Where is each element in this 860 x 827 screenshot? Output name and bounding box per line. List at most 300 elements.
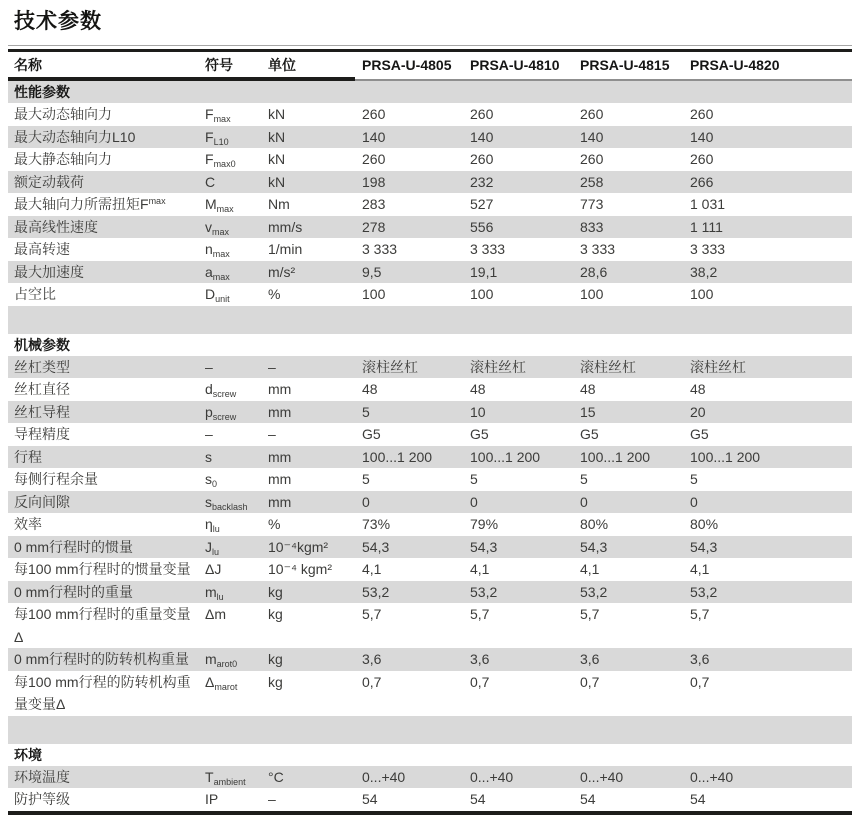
param-value-cell xyxy=(470,671,580,694)
param-symbol-cell xyxy=(205,671,268,694)
param-unit-text: kN xyxy=(268,106,286,122)
param-symbol-cell xyxy=(205,261,268,284)
param-label-text: 丝杠直径 xyxy=(14,381,70,397)
table-row xyxy=(8,536,852,559)
param-value-text: 0...+40 xyxy=(362,768,406,785)
param-unit-cell xyxy=(268,171,362,194)
param-label-cell xyxy=(8,766,205,789)
param-label-text: 0 mm行程时的惯量 xyxy=(14,538,133,555)
param-unit-cell xyxy=(268,378,362,401)
param-value-text: 3,6 xyxy=(690,651,710,667)
param-value-cell xyxy=(690,491,852,514)
param-value-text: 9,5 xyxy=(362,263,382,280)
column-header-model-1 xyxy=(362,52,470,79)
param-value-text: 260 xyxy=(580,151,604,167)
param-unit-cell xyxy=(268,356,362,379)
param-value-cell xyxy=(470,423,580,446)
param-label-cell xyxy=(8,171,205,194)
param-unit-text: kg xyxy=(268,673,283,690)
table-row xyxy=(8,216,852,239)
table-row xyxy=(8,148,852,171)
param-label-text: 环境温度 xyxy=(14,768,70,785)
param-value-cell xyxy=(470,171,580,194)
param-value-cell xyxy=(580,356,690,379)
param-unit-text: mm xyxy=(268,448,292,465)
param-value-text: 54,3 xyxy=(690,538,718,555)
param-label-cell xyxy=(8,193,205,216)
table-row xyxy=(8,513,852,536)
param-value-cell xyxy=(580,103,690,126)
param-value-text: 20 xyxy=(690,403,706,420)
param-label-cell xyxy=(8,468,205,491)
param-value-cell xyxy=(690,468,852,491)
param-unit-text: 10⁻⁴ kgm² xyxy=(268,561,332,577)
param-label-cell xyxy=(8,283,205,306)
section-title-filler xyxy=(690,744,852,766)
param-label-text: 最大动态轴向力L10 xyxy=(14,128,136,145)
param-symbol-base: T xyxy=(205,768,214,785)
param-value-cell xyxy=(362,171,470,194)
param-symbol-cell xyxy=(205,401,268,424)
param-value-cell xyxy=(580,648,690,671)
param-value-text: G5 xyxy=(470,426,489,442)
param-value-text: 100...1 200 xyxy=(362,448,433,465)
column-header-model-2 xyxy=(470,52,580,79)
param-symbol-base: s xyxy=(205,448,212,465)
param-value-text: 5,7 xyxy=(690,606,710,622)
param-value-cell xyxy=(470,581,580,604)
param-value-cell xyxy=(690,148,852,171)
table-row xyxy=(8,261,852,284)
param-value-text: 260 xyxy=(690,151,714,167)
param-value-cell xyxy=(362,103,470,126)
param-value-cell xyxy=(470,356,580,379)
param-value-text: 140 xyxy=(690,128,714,145)
param-symbol-base: d xyxy=(205,381,213,397)
spec-table xyxy=(8,49,852,815)
param-value-text: 0 xyxy=(362,493,370,510)
table-row xyxy=(8,356,852,379)
param-value-text: 258 xyxy=(580,173,604,190)
param-value-text: 100...1 200 xyxy=(470,448,541,465)
param-value-text: 3 333 xyxy=(580,241,616,257)
param-value-text: 198 xyxy=(362,173,386,190)
param-symbol-base: F xyxy=(205,106,214,122)
param-value-text: 54 xyxy=(470,791,486,807)
column-header-name xyxy=(8,52,205,79)
section-title-filler xyxy=(205,744,268,766)
table-row xyxy=(8,423,852,446)
section-title-filler xyxy=(205,334,268,356)
param-symbol-base: F xyxy=(205,128,214,145)
param-value-cell xyxy=(580,378,690,401)
param-value-text: 5,7 xyxy=(362,606,382,622)
param-value-cell xyxy=(362,216,470,239)
param-label-text: 占空比 xyxy=(14,286,56,302)
param-value-cell xyxy=(580,446,690,469)
param-value-text: 100 xyxy=(690,286,714,302)
table-row xyxy=(8,126,852,149)
param-unit-cell xyxy=(268,513,362,536)
param-value-text: 0...+40 xyxy=(470,768,514,785)
section-title-filler xyxy=(268,744,362,766)
section-title-filler xyxy=(580,81,690,103)
param-label-text: 导程精度 xyxy=(14,426,70,442)
param-symbol-cell xyxy=(205,581,268,604)
param-label-text: 最高线性速度 xyxy=(14,218,98,235)
param-value-text: 556 xyxy=(470,218,494,235)
section-title-row xyxy=(8,334,852,356)
param-value-cell xyxy=(362,401,470,424)
param-symbol-cell xyxy=(205,356,268,379)
param-unit-text: mm xyxy=(268,381,292,397)
param-unit-cell xyxy=(268,238,362,261)
param-unit-cell xyxy=(268,648,362,671)
section-title-filler xyxy=(362,334,470,356)
param-value-text: 53,2 xyxy=(362,583,390,600)
table-body xyxy=(8,81,852,811)
param-value-cell xyxy=(362,378,470,401)
param-value-cell xyxy=(362,766,470,789)
param-value-cell xyxy=(690,766,852,789)
param-unit-cell xyxy=(268,401,362,424)
param-value-text: 0,7 xyxy=(470,673,490,690)
param-symbol-base: m xyxy=(205,651,217,667)
param-label-cell xyxy=(8,148,205,171)
param-unit-text: – xyxy=(268,426,276,442)
param-symbol-subscript: marot xyxy=(214,681,238,692)
param-value-cell xyxy=(362,558,470,581)
param-unit-text: kN xyxy=(268,151,286,167)
section-title-filler xyxy=(268,334,362,356)
param-value-cell xyxy=(470,238,580,261)
column-header-model-4-text: PRSA-U-4820 xyxy=(690,57,780,73)
param-label-text: 每侧行程余量 xyxy=(14,471,98,487)
param-label-cell xyxy=(8,513,205,536)
param-value-cell xyxy=(690,261,852,284)
param-label-text: 丝杠导程 xyxy=(14,403,70,420)
param-unit-text: mm xyxy=(268,403,292,420)
param-value-cell xyxy=(362,356,470,379)
param-symbol-cell xyxy=(205,558,268,581)
param-unit-cell xyxy=(268,491,362,514)
param-label-superscript: max xyxy=(148,196,166,206)
page-title: 技术参数 xyxy=(14,10,102,33)
param-value-text: 4,1 xyxy=(690,561,710,577)
param-value-text: 80% xyxy=(690,516,719,532)
param-value-cell xyxy=(362,238,470,261)
param-unit-text: °C xyxy=(268,768,284,785)
param-value-cell xyxy=(580,581,690,604)
column-header-model-3 xyxy=(580,52,690,79)
param-symbol-base: v xyxy=(205,218,212,235)
section-title-cell xyxy=(8,334,205,356)
param-value-cell xyxy=(470,491,580,514)
param-value-text: 5 xyxy=(470,471,478,487)
section-title-filler xyxy=(362,744,470,766)
param-value-cell xyxy=(470,446,580,469)
param-unit-cell xyxy=(268,148,362,171)
param-label-cell xyxy=(8,558,205,581)
param-symbol-base: n xyxy=(205,241,213,257)
param-unit-text: kg xyxy=(268,583,283,600)
spacer-row xyxy=(8,306,852,334)
param-symbol-subscript: max xyxy=(212,271,230,282)
param-label-text: 每100 mm行程时的惯量变量 xyxy=(14,561,191,577)
param-value-text: 100 xyxy=(470,286,494,302)
param-value-cell xyxy=(690,603,852,626)
param-value-cell xyxy=(362,536,470,559)
param-value-cell xyxy=(690,216,852,239)
param-unit-cell xyxy=(268,558,362,581)
param-value-text: 48 xyxy=(362,381,378,397)
param-value-text: 滚柱丝杠 xyxy=(690,358,746,375)
spacer-row xyxy=(8,716,852,744)
param-value-text: 140 xyxy=(580,128,604,145)
param-value-text: 266 xyxy=(690,173,714,190)
param-value-cell xyxy=(580,536,690,559)
param-unit-cell xyxy=(268,766,362,789)
param-value-cell xyxy=(690,193,852,216)
section-title-cell xyxy=(8,81,205,103)
table-row xyxy=(8,103,852,126)
param-value-text: 28,6 xyxy=(580,263,608,280)
section-title-row xyxy=(8,744,852,766)
table-row xyxy=(8,238,852,261)
param-label-text: 0 mm行程时的重量 xyxy=(14,583,133,600)
param-value-text: 232 xyxy=(470,173,494,190)
param-unit-text: mm/s xyxy=(268,218,303,235)
param-symbol-subscript: max0 xyxy=(213,159,236,169)
param-value-text: 48 xyxy=(470,381,486,397)
param-value-text: 3 333 xyxy=(690,241,726,257)
param-value-text: 54 xyxy=(580,791,596,807)
param-label-cell xyxy=(8,788,205,811)
param-unit-cell xyxy=(268,283,362,306)
param-value-cell xyxy=(690,558,852,581)
param-value-cell xyxy=(470,378,580,401)
table-row xyxy=(8,558,852,581)
param-value-cell xyxy=(690,581,852,604)
param-value-cell xyxy=(470,513,580,536)
section-title-filler xyxy=(580,744,690,766)
param-value-cell xyxy=(580,171,690,194)
param-value-cell xyxy=(470,536,580,559)
page xyxy=(0,9,860,827)
table-row xyxy=(8,648,852,671)
param-value-text: 73% xyxy=(362,516,391,532)
param-value-text: 滚柱丝杠 xyxy=(362,358,418,375)
param-value-cell xyxy=(470,103,580,126)
param-value-cell xyxy=(690,446,852,469)
param-value-text: 1 111 xyxy=(690,218,723,235)
param-label-cell xyxy=(8,423,205,446)
param-value-cell xyxy=(580,126,690,149)
param-value-text: 54 xyxy=(362,791,378,807)
param-value-text: 滚柱丝杠 xyxy=(580,358,636,375)
param-value-cell xyxy=(690,423,852,446)
param-value-cell xyxy=(362,468,470,491)
column-header-model-3-text: PRSA-U-4815 xyxy=(580,57,670,73)
param-label-text: 行程 xyxy=(14,448,42,465)
param-value-text: G5 xyxy=(580,426,599,442)
param-symbol-cell xyxy=(205,148,268,171)
param-symbol-base: C xyxy=(205,173,216,190)
param-value-cell xyxy=(580,671,690,694)
param-value-cell xyxy=(580,401,690,424)
param-value-text: 0...+40 xyxy=(690,768,734,785)
param-symbol-subscript: 0 xyxy=(212,479,218,489)
param-value-text: 0...+40 xyxy=(580,768,624,785)
param-value-text: 0,7 xyxy=(362,673,382,690)
param-value-cell xyxy=(470,788,580,811)
param-value-text: 260 xyxy=(470,106,494,122)
param-value-cell xyxy=(580,216,690,239)
param-symbol-base: J xyxy=(205,538,212,555)
section-title-text: 机械参数 xyxy=(14,336,70,353)
param-value-text: 19,1 xyxy=(470,263,498,280)
section-title-filler xyxy=(580,334,690,356)
param-value-cell xyxy=(470,261,580,284)
param-unit-cell xyxy=(268,468,362,491)
column-header-model-2-text: PRSA-U-4810 xyxy=(470,57,560,73)
param-value-text: 3,6 xyxy=(362,651,382,667)
param-unit-cell xyxy=(268,536,362,559)
param-symbol-base: IP xyxy=(205,791,219,807)
param-unit-cell xyxy=(268,103,362,126)
param-symbol-base: a xyxy=(205,263,213,280)
param-value-text: 54,3 xyxy=(362,538,390,555)
param-value-text: G5 xyxy=(362,426,381,442)
param-label-cell xyxy=(8,603,205,648)
column-header-model-4 xyxy=(690,52,852,79)
param-label-text: 最大轴向力所需扭矩F xyxy=(14,196,149,212)
param-value-text: 0 xyxy=(690,493,698,510)
param-value-cell xyxy=(470,401,580,424)
param-value-cell xyxy=(580,513,690,536)
param-label-text: 0 mm行程时的防转机构重量 xyxy=(14,651,189,667)
param-unit-text: – xyxy=(268,791,276,807)
table-row xyxy=(8,671,852,716)
param-symbol-cell xyxy=(205,788,268,811)
param-label-text: 防护等级 xyxy=(14,791,70,807)
table-row xyxy=(8,283,852,306)
param-symbol-subscript: backlash xyxy=(212,501,248,512)
param-unit-text: kg xyxy=(268,606,283,622)
param-symbol-base: η xyxy=(205,516,213,532)
param-symbol-base: s xyxy=(205,471,212,487)
param-value-text: 100 xyxy=(362,286,386,302)
param-label-text: 最高转速 xyxy=(14,241,70,257)
param-value-text: 100...1 200 xyxy=(580,448,651,465)
param-symbol-cell xyxy=(205,378,268,401)
column-header-model-1-text: PRSA-U-4805 xyxy=(362,57,452,73)
param-value-text: 48 xyxy=(690,381,706,397)
param-value-cell xyxy=(362,671,470,694)
param-value-text: 53,2 xyxy=(690,583,718,600)
param-symbol-subscript: max xyxy=(216,204,234,214)
param-value-text: G5 xyxy=(690,426,709,442)
table-row xyxy=(8,378,852,401)
param-label-text: 反向间隙 xyxy=(14,493,70,510)
param-symbol-cell xyxy=(205,238,268,261)
param-symbol-cell xyxy=(205,603,268,626)
param-symbol-subscript: lu xyxy=(212,546,220,557)
param-value-text: 5,7 xyxy=(580,606,600,622)
param-value-text: 38,2 xyxy=(690,263,718,280)
param-value-text: 278 xyxy=(362,218,386,235)
param-unit-text: kg xyxy=(268,651,283,667)
section-title-filler xyxy=(690,81,852,103)
param-value-text: 1 031 xyxy=(690,196,726,212)
param-value-text: 3 333 xyxy=(470,241,506,257)
param-unit-text: 1/min xyxy=(268,241,303,257)
section-title-filler xyxy=(470,334,580,356)
param-value-text: 80% xyxy=(580,516,609,532)
param-label-cell xyxy=(8,261,205,284)
param-symbol-cell xyxy=(205,491,268,514)
param-value-cell xyxy=(580,766,690,789)
param-value-text: 5 xyxy=(580,471,588,487)
column-header-name-text: 名称 xyxy=(14,57,42,73)
param-value-cell xyxy=(690,238,852,261)
param-unit-text: mm xyxy=(268,493,292,510)
table-row xyxy=(8,401,852,424)
param-value-text: 4,1 xyxy=(362,561,382,577)
param-value-cell xyxy=(470,468,580,491)
param-value-cell xyxy=(580,423,690,446)
section-title-filler xyxy=(362,81,470,103)
param-value-cell xyxy=(470,648,580,671)
param-label-cell xyxy=(8,446,205,469)
param-value-text: 833 xyxy=(580,218,604,235)
param-value-cell xyxy=(580,193,690,216)
param-value-cell xyxy=(690,648,852,671)
param-value-cell xyxy=(580,788,690,811)
param-value-cell xyxy=(690,126,852,149)
param-unit-cell xyxy=(268,788,362,811)
param-label-cell xyxy=(8,648,205,671)
param-label-cell xyxy=(8,536,205,559)
param-unit-cell xyxy=(268,261,362,284)
param-unit-text: mm xyxy=(268,471,292,487)
table-top-thin-rule xyxy=(8,45,852,46)
param-value-cell xyxy=(690,356,852,379)
param-value-cell xyxy=(362,261,470,284)
param-symbol-cell xyxy=(205,216,268,239)
section-title-filler xyxy=(470,744,580,766)
param-value-cell xyxy=(690,788,852,811)
param-symbol-subscript: arot0 xyxy=(216,659,238,669)
param-value-text: 54 xyxy=(690,791,706,807)
param-label-text: 效率 xyxy=(14,516,42,532)
table-wrap xyxy=(8,45,852,815)
param-label-cell xyxy=(8,491,205,514)
param-value-text: 54,3 xyxy=(470,538,498,555)
param-symbol-cell xyxy=(205,126,268,149)
param-value-cell xyxy=(362,581,470,604)
param-symbol-base: – xyxy=(205,426,213,442)
table-row xyxy=(8,193,852,216)
param-value-text: 10 xyxy=(470,403,486,420)
param-value-cell xyxy=(470,126,580,149)
param-value-text: 5 xyxy=(690,471,698,487)
table-header-row xyxy=(8,52,852,81)
param-symbol-base: m xyxy=(205,583,217,600)
column-header-symbol-text: 符号 xyxy=(205,57,233,73)
param-symbol-cell xyxy=(205,283,268,306)
column-header-symbol xyxy=(205,52,268,79)
